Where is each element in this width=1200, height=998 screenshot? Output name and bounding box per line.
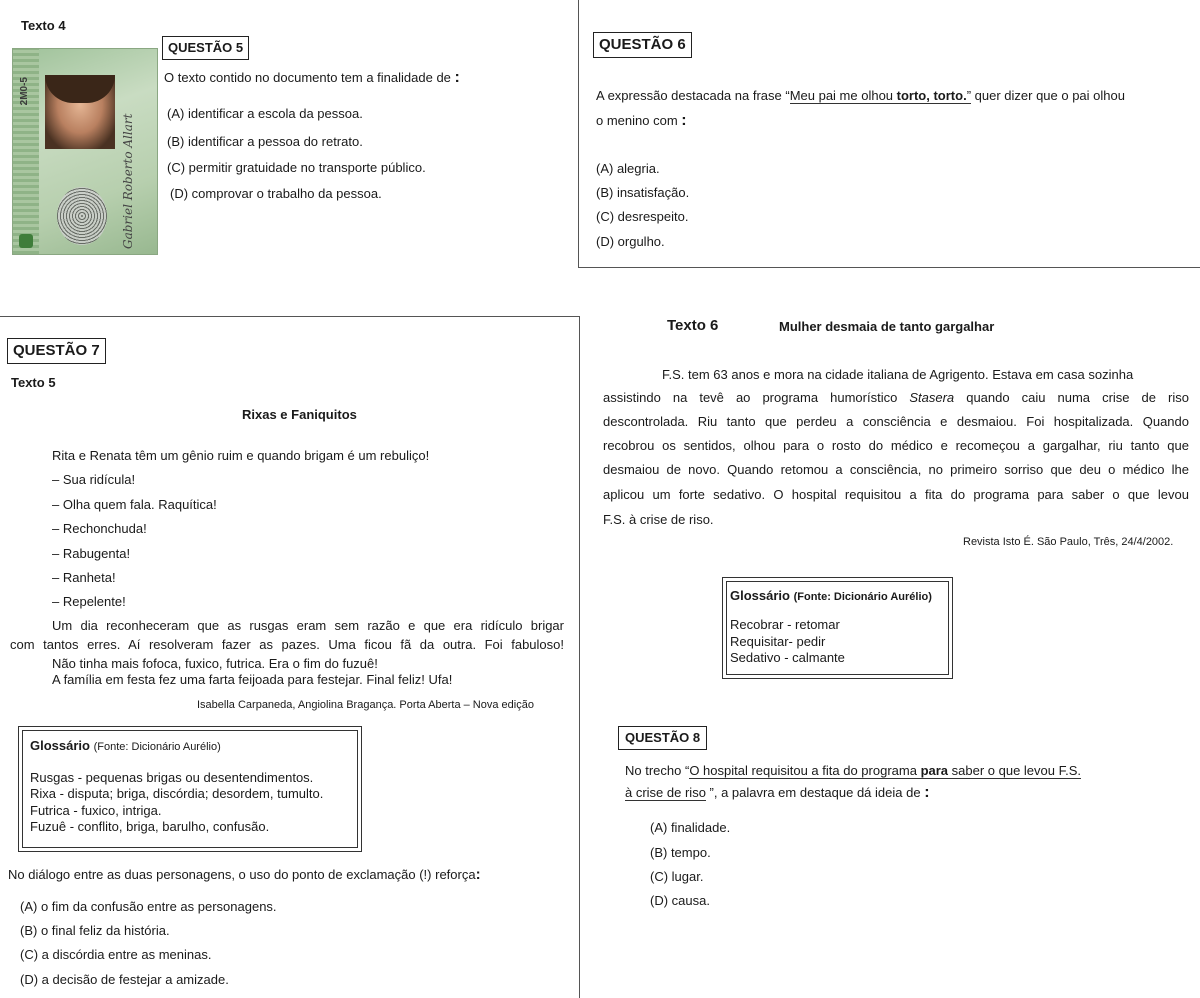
q8-option-d[interactable]: (D) causa. — [650, 893, 710, 908]
card-emblem-icon — [19, 234, 33, 248]
q5-title: QUESTÃO 5 — [162, 36, 249, 60]
q7-story-line-7: – Repelente! — [52, 594, 126, 609]
q7-story-line-6: – Ranheta! — [52, 570, 116, 585]
identity-card-image — [12, 48, 158, 255]
q6-prompt-line1 — [596, 88, 1125, 103]
texto6-line-7: F.S. à crise de riso. — [603, 512, 714, 527]
card-number: 2M0-5 — [19, 77, 30, 106]
q7-title: QUESTÃO 7 — [7, 338, 106, 364]
texto6-line-2a: assistindo na tevê ao programa humorístico — [603, 390, 910, 405]
texto6-glossary-item-2: Requisitar- pedir — [730, 634, 826, 649]
q7-story-line-3: – Olha quem fala. Raquítica! — [52, 497, 217, 512]
q7-option-d[interactable]: (D) a decisão de festejar a amizade. — [20, 972, 229, 987]
q5-prompt — [164, 69, 460, 87]
q7-question-text: No diálogo entre as duas personagens, o uso do ponto de exclamação (!) reforça — [8, 867, 476, 882]
q7-option-a[interactable]: (A) o fim da confusão entre as personagens. — [20, 899, 277, 914]
q7-para-line-4: A família em festa fez uma farta feijoada para festejar. Final feliz! Ufa! — [52, 672, 453, 687]
q8-prompt-line2 — [625, 784, 930, 802]
q8-quote-a: O hospital requisitou a fita do programa — [689, 763, 921, 778]
q5-prompt-colon: : — [454, 69, 460, 86]
q7-option-c[interactable]: (C) a discórdia entre as meninas. — [20, 947, 212, 962]
texto6-headline: Mulher desmaia de tanto gargalhar — [779, 319, 995, 334]
card-signature: Gabriel Roberto Allart — [121, 113, 135, 249]
texto6-glossary-title: Glossário — [730, 588, 790, 603]
q7-glossary-title: Glossário — [30, 738, 90, 753]
texto6-glossary-item-1: Recobrar - retomar — [730, 617, 840, 632]
q8-option-b[interactable]: (B) tempo. — [650, 845, 711, 860]
q8-prompt-line1 — [625, 763, 1081, 778]
row-divider-left — [0, 316, 580, 317]
texto6-line-1: F.S. tem 63 anos e mora na cidade italiana de Agrigento. Estava em casa sozinha — [662, 367, 1134, 382]
q6-quote-close: ” — [966, 88, 972, 103]
q6-quote-bold: torto, torto. — [896, 88, 967, 103]
q8-title: QUESTÃO 8 — [618, 726, 707, 750]
column-divider-top — [578, 0, 579, 268]
q6-option-c[interactable]: (C) desrespeito. — [596, 209, 689, 224]
q8-quote-bold: para — [920, 763, 949, 778]
q7-para-line-1: Um dia reconheceram que as rusgas eram sem razão e que era ridículo brigar — [52, 618, 564, 633]
q6-prompt-end: quer dizer que o pai olhou — [971, 88, 1125, 103]
texto4-label: Texto 4 — [21, 18, 66, 33]
q8-quote-line1 — [689, 763, 1081, 779]
q7-glossary-item-4: Fuzuê - conflito, briga, barulho, confusão. — [30, 819, 270, 834]
q6-option-a[interactable]: (A) alegria. — [596, 161, 660, 176]
q7-question-colon: : — [475, 866, 481, 883]
q8-prompt-start: No trecho “ — [625, 763, 690, 778]
q8-quote-b: saber o que levou F.S. — [948, 763, 1082, 778]
texto6-line-2-italic: Stasera — [909, 390, 955, 405]
q7-question — [8, 866, 481, 883]
q7-glossary-item-1: Rusgas - pequenas brigas ou desentendimentos. — [30, 770, 314, 785]
q5-option-c[interactable]: (C) permitir gratuidade no transporte público. — [167, 160, 426, 175]
q6-prompt-colon: : — [681, 112, 687, 129]
texto6-source: Revista Isto É. São Paulo, Três, 24/4/2002. — [963, 536, 1174, 548]
q6-quote-normal: Meu pai me olhou — [789, 88, 897, 103]
q7-para-line-3: Não tinha mais fofoca, fuxico, futrica. Era o fim do fuzuê! — [52, 656, 378, 671]
texto6-glossary-source: (Fonte: Dicionário Aurélio) — [793, 591, 932, 603]
texto6-line-2b: quando caiu numa crise de riso — [954, 390, 1189, 405]
q7-story-line-4: – Rechonchuda! — [52, 521, 147, 536]
q6-option-b[interactable]: (B) insatisfação. — [596, 185, 690, 200]
q8-option-a[interactable]: (A) finalidade. — [650, 820, 731, 835]
q6-prompt-line2-text: o menino com — [596, 113, 678, 128]
q8-quote-line2: à crise de riso — [625, 785, 706, 800]
q7-source: Isabella Carpaneda, Angiolina Bragança. Porta Aberta – Nova edição — [197, 699, 534, 711]
q5-option-a[interactable]: (A) identificar a escola da pessoa. — [167, 106, 363, 121]
q8-option-c[interactable]: (C) lugar. — [650, 869, 704, 884]
texto6-line-6: aplicou um forte sedativo. O hospital requisitou a fita do programa para saber o que levou — [603, 487, 1189, 502]
texto6-line-5: desmaiou de novo. Quando retomou a consciência, no primeiro sorriso que deu o médico lhe — [603, 462, 1189, 477]
texto6-line-3: descontrolada. Riu tanto que perdeu a consciência e desmaiou. Foi hospitalizada. Quando — [603, 414, 1189, 429]
texto6-glossary-item-3: Sedativo - calmante — [730, 650, 845, 665]
q7-story-line-2: – Sua ridícula! — [52, 472, 136, 487]
q7-option-b[interactable]: (B) o final feliz da história. — [20, 923, 170, 938]
q7-story-line-5: – Rabugenta! — [52, 546, 131, 561]
q7-story-title: Rixas e Faniquitos — [242, 407, 357, 422]
q7-glossary-item-2: Rixa - disputa; briga, discórdia; desordem, tumulto. — [30, 786, 324, 801]
q5-option-b[interactable]: (B) identificar a pessoa do retrato. — [167, 134, 363, 149]
texto6-label: Texto 6 — [667, 317, 719, 334]
q6-option-d[interactable]: (D) orgulho. — [596, 234, 665, 249]
q7-glossary-header — [30, 738, 221, 753]
column-divider-bottom — [579, 316, 580, 998]
q6-prompt-line2 — [596, 112, 687, 130]
texto6-line-4: recobrou os sentidos, olhou para o rosto do médico e recomeçou a gargalhar, riu tanto que — [603, 438, 1189, 453]
q6-quote — [790, 88, 971, 104]
q6-title: QUESTÃO 6 — [593, 32, 692, 58]
q5-prompt-text: O texto contido no documento tem a finalidade de — [164, 70, 451, 85]
texto6-line-2 — [603, 390, 1189, 405]
q7-text-label: Texto 5 — [11, 375, 56, 390]
q6-prompt-start: A expressão destacada na frase “ — [596, 88, 790, 103]
fingerprint-icon — [57, 187, 107, 245]
q8-prompt-colon: : — [924, 784, 930, 801]
texto6-glossary-header — [730, 588, 932, 603]
q7-para-line-2: com tantos erres. Aí resolveram fazer as pazes. Uma ficou fã da outra. Foi fabuloso! — [10, 637, 564, 652]
q8-prompt-end: ”, a palavra em destaque dá ideia de — [705, 785, 921, 800]
q5-option-d[interactable]: (D) comprovar o trabalho da pessoa. — [170, 186, 382, 201]
row-divider-right — [578, 267, 1200, 268]
q7-story-line-1: Rita e Renata têm um gênio ruim e quando brigam é um rebuliço! — [52, 448, 430, 463]
q7-glossary-item-3: Futrica - fuxico, intriga. — [30, 803, 162, 818]
q7-glossary-source: (Fonte: Dicionário Aurélio) — [93, 741, 221, 753]
